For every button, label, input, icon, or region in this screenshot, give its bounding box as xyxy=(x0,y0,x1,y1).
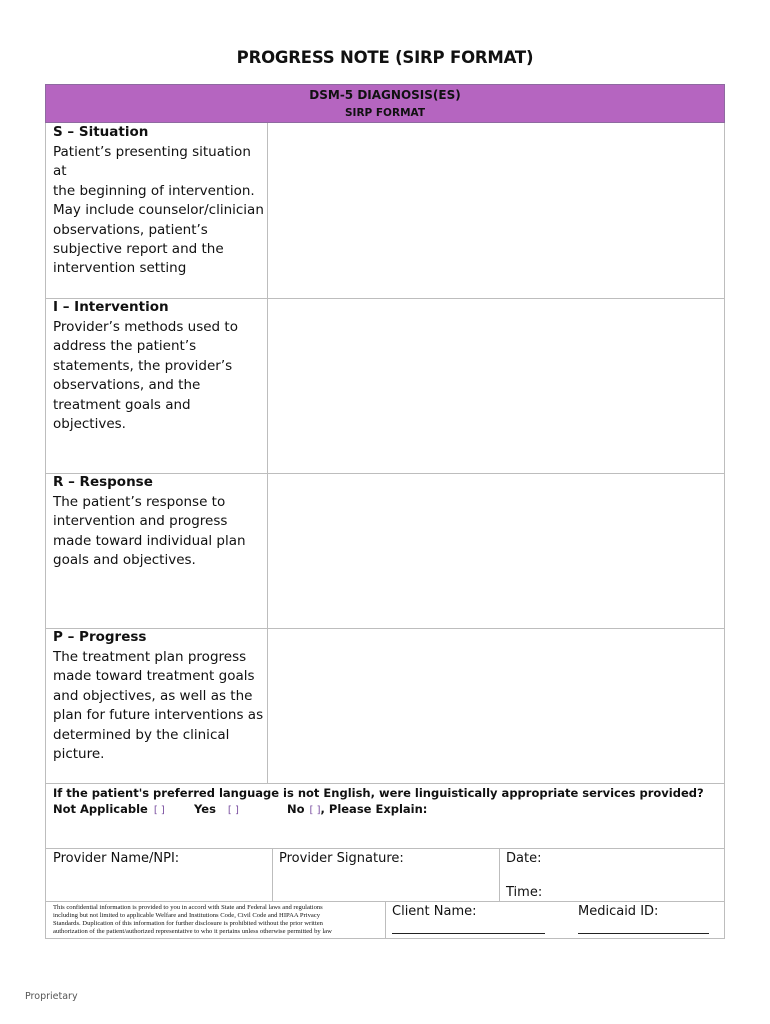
response-section xyxy=(45,473,725,629)
yes-checkbox[interactable]: [ ] xyxy=(227,805,239,816)
page-title: PROGRESS NOTE (SIRP FORMAT) xyxy=(236,48,534,67)
date-input-area[interactable] xyxy=(556,849,724,883)
desc-line: observations, patient’s xyxy=(53,221,208,238)
response-description xyxy=(53,493,265,571)
progress-section xyxy=(45,628,725,784)
desc-line: determined by the clinical xyxy=(53,726,230,743)
intervention-section xyxy=(45,298,725,474)
desc-line: Provider’s methods used to xyxy=(53,319,238,335)
progress-description xyxy=(53,648,265,764)
situation-description xyxy=(53,143,265,279)
notice-line: authorization of the patient/authorized representative to who it pertains unless otherwise permitted by law xyxy=(53,928,332,935)
desc-line: Patient’s presenting situation at xyxy=(53,144,251,180)
not-applicable-label: Not Applicable xyxy=(53,802,148,816)
response-input-area[interactable] xyxy=(268,473,724,628)
diagnosis-label: DSM-5 DIAGNOSIS(ES) xyxy=(309,88,461,102)
sirp-format-header xyxy=(45,104,725,123)
desc-line: the beginning of intervention. xyxy=(53,182,255,199)
desc-line: The patient’s response to xyxy=(53,494,226,510)
footer-proprietary: Proprietary xyxy=(25,991,78,1002)
explain-label: , Please Explain: xyxy=(320,802,428,816)
situation-label-cell xyxy=(46,123,268,298)
response-heading: R – Response xyxy=(53,474,153,490)
desc-line: picture. xyxy=(53,746,105,763)
confidentiality-notice xyxy=(46,902,386,938)
client-name-field[interactable] xyxy=(392,933,545,934)
provider-name-label: Provider Name/NPI: xyxy=(53,851,180,866)
yes-label: Yes xyxy=(194,802,216,816)
medicaid-id-field[interactable] xyxy=(578,933,709,934)
intervention-label-cell xyxy=(46,298,268,473)
desc-line: and objectives, as well as the xyxy=(53,687,253,704)
client-info-section xyxy=(45,901,725,939)
intervention-heading: I – Intervention xyxy=(53,299,169,315)
desc-line: plan for future interventions as xyxy=(53,707,264,724)
desc-line: statements, the provider’s xyxy=(53,357,233,374)
desc-line: May include counselor/clinician xyxy=(53,202,264,219)
desc-line: observations, and the xyxy=(53,377,201,394)
notice-line: including but not limited to applicable Welfare and Institutions Code, Civil Code and HIPAA Privacy xyxy=(53,912,321,919)
desc-line: address the patient’s xyxy=(53,338,197,355)
notice-line: Standards. Duplication of this information for further disclosure is prohibited without the prior written xyxy=(53,920,323,927)
progress-input-area[interactable] xyxy=(268,628,724,783)
format-label: SIRP FORMAT xyxy=(344,107,425,119)
desc-line: intervention setting xyxy=(53,260,187,277)
no-label: No xyxy=(287,802,305,816)
diagnosis-header xyxy=(45,84,725,105)
desc-line: made toward treatment goals xyxy=(53,668,255,685)
provider-section xyxy=(45,848,725,902)
date-label: Date: xyxy=(506,851,542,866)
intervention-description xyxy=(53,318,265,434)
response-label-cell xyxy=(46,473,268,628)
notice-line: This confidential information is provided to you in accord with State and Federal laws and regulations xyxy=(53,904,323,911)
desc-line: treatment goals and objectives. xyxy=(53,396,191,433)
time-label: Time: xyxy=(506,885,543,900)
provider-signature-label: Provider Signature: xyxy=(279,851,404,866)
no-option xyxy=(287,802,427,816)
desc-line: goals and objectives. xyxy=(53,552,196,569)
not-applicable-checkbox[interactable]: [ ] xyxy=(153,805,165,816)
situation-input-area[interactable] xyxy=(268,123,724,298)
provider-name-cell[interactable] xyxy=(46,849,273,901)
explain-input-area[interactable] xyxy=(426,799,716,839)
progress-label-cell xyxy=(46,628,268,783)
language-question: If the patient's preferred language is not English, were linguistically appropriate services provided? xyxy=(53,786,704,800)
yes-option xyxy=(194,802,239,816)
no-checkbox[interactable]: [ ] xyxy=(309,805,321,816)
situation-section xyxy=(45,123,725,299)
client-name-label: Client Name: xyxy=(392,904,477,919)
provider-signature-cell[interactable] xyxy=(272,849,500,901)
situation-heading: S – Situation xyxy=(53,124,149,140)
progress-heading: P – Progress xyxy=(53,629,147,645)
medicaid-id-label: Medicaid ID: xyxy=(578,904,659,919)
desc-line: intervention and progress xyxy=(53,513,228,530)
desc-line: The treatment plan progress xyxy=(53,649,247,665)
intervention-input-area[interactable] xyxy=(268,298,724,473)
not-applicable-option xyxy=(53,802,165,816)
desc-line: made toward individual plan xyxy=(53,532,246,549)
desc-line: subjective report and the xyxy=(53,241,224,258)
language-services-section xyxy=(45,783,725,849)
